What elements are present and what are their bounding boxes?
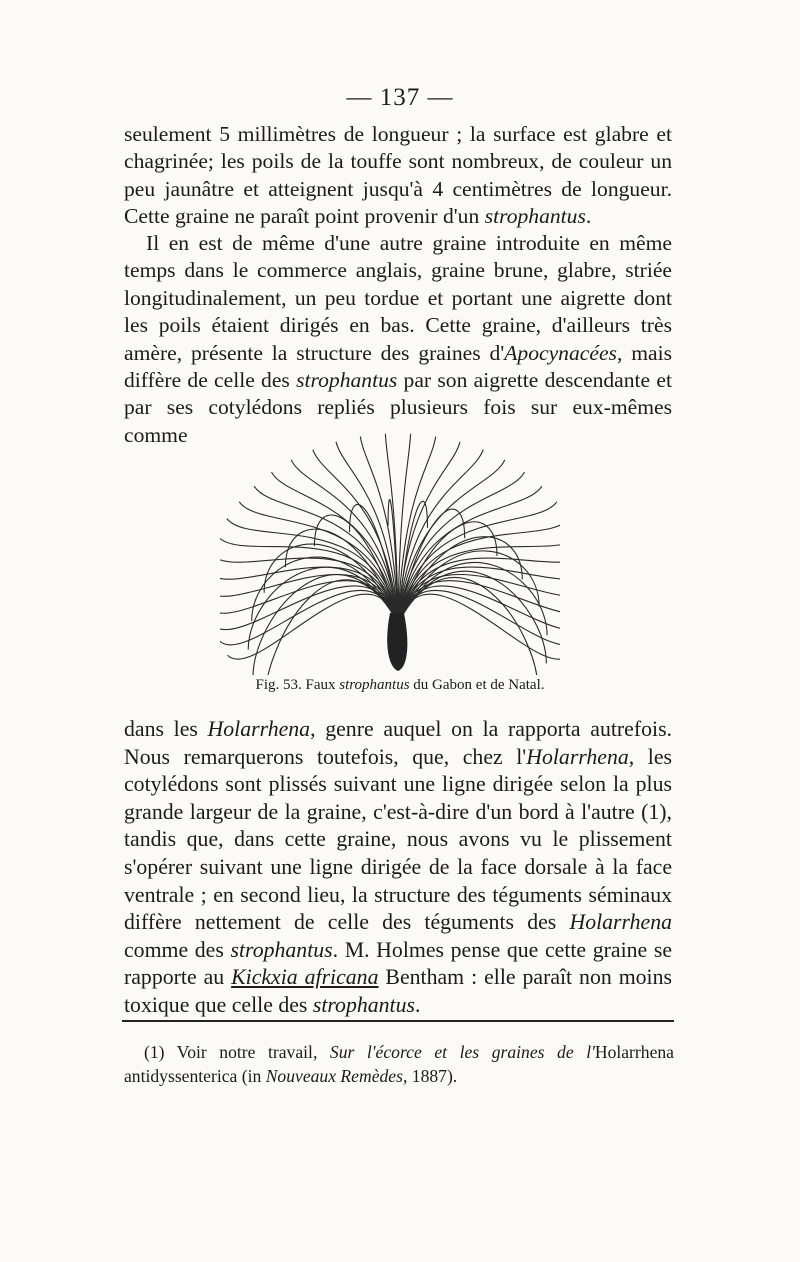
paragraph-2-italic-1: Apocynacées bbox=[504, 340, 617, 365]
footnote-separator bbox=[122, 1020, 674, 1022]
footnote-t3: , 1887). bbox=[402, 1066, 458, 1086]
footnote-i1: Sur l'écorce et les graines de l' bbox=[329, 1042, 595, 1062]
page-number: — 137 — bbox=[346, 84, 454, 111]
paragraph-1-end: . bbox=[585, 204, 592, 229]
paragraph-2-text-3: par son aigrette descendante et par ses cotylédons repliés plusieurs fois sur eux-mêmes comme bbox=[124, 368, 672, 447]
footnote-t2: Holarrhena antidyssenterica (in bbox=[124, 1042, 674, 1086]
paragraph-3-i5: Kickxia africana bbox=[231, 965, 379, 990]
paragraph-3-t3: , les cotylédons sont plissés suivant une ligne dirigée selon la plus grande largeur de la graine, c'est-à-dire d'un bord à l'autre (1), tandis que, dans cette graine, nous avons vu le plissement s'opérer suivant une ligne dirigée de la face dorsale à la face ventrale ; en second lieu, la structure des téguments séminaux diffère nettement de celle des téguments des bbox=[124, 744, 672, 935]
paragraph-3-t4: comme des bbox=[124, 937, 231, 962]
paragraph-3-t1: dans les bbox=[124, 717, 208, 741]
seed-body bbox=[387, 613, 407, 671]
figure-caption-prefix: Fig. 53. Faux bbox=[255, 677, 340, 693]
footnote bbox=[124, 1040, 674, 1088]
paragraph-3-i6: strophantus bbox=[312, 992, 415, 1017]
paragraph-3-i2: Holarrhena bbox=[526, 744, 629, 769]
paragraph-3-i3: Holarrhena bbox=[569, 910, 672, 935]
paragraph-2-text-2: , mais diffère de celle des bbox=[124, 340, 672, 393]
paragraph-3-t7: . bbox=[415, 992, 421, 1017]
paragraph-1-text: seulement 5 millimètres de longueur ; la surface est glabre et chagrinée; les poils de la touffe sont nombreux, de couleur un peu jaunâtre et atteignent jusqu'à 4 centimètres de longueur. Cette graine ne paraît point provenir d'un bbox=[124, 122, 672, 229]
seed-illustration bbox=[220, 405, 560, 675]
figure-caption bbox=[0, 677, 800, 694]
paragraph-2-italic-2: strophantus bbox=[296, 368, 398, 393]
footnote-t1: (1) Voir notre travail, bbox=[144, 1042, 330, 1062]
figure-caption-suffix: du Gabon et de Natal. bbox=[409, 677, 545, 693]
paragraph-1 bbox=[124, 121, 672, 231]
paragraph-3-t2: , genre auquel on la rapporta autrefois. Nous remarquerons toutefois, que, chez l' bbox=[124, 717, 672, 769]
paragraph-2-text: Il en est de même d'une autre graine introduite en même temps dans le commerce anglais, graine brune, glabre, striée longitudinalement, un peu tordue et portant une aigrette dont les poils étaient dirigés en bas. Cette graine, d'ailleurs très amère, présente la structure des graines d' bbox=[124, 231, 672, 365]
paragraph-3-i1: Holarrhena bbox=[207, 717, 311, 741]
paragraph-3 bbox=[124, 716, 672, 1020]
paragraph-3-t5: . M. Holmes pense que cette graine se rapporte au bbox=[124, 937, 672, 990]
figure-caption-italic: strophantus bbox=[339, 677, 410, 693]
paragraph-1-italic: strophantus bbox=[484, 204, 586, 229]
paragraph-3-i4: strophantus bbox=[230, 937, 333, 962]
seed-tuft-drawing bbox=[220, 405, 560, 675]
paragraph-3-t6: Bentham : elle paraît non moins toxique que celle des bbox=[124, 965, 672, 1017]
footnote-i2: Nouveaux Remèdes bbox=[265, 1066, 403, 1086]
